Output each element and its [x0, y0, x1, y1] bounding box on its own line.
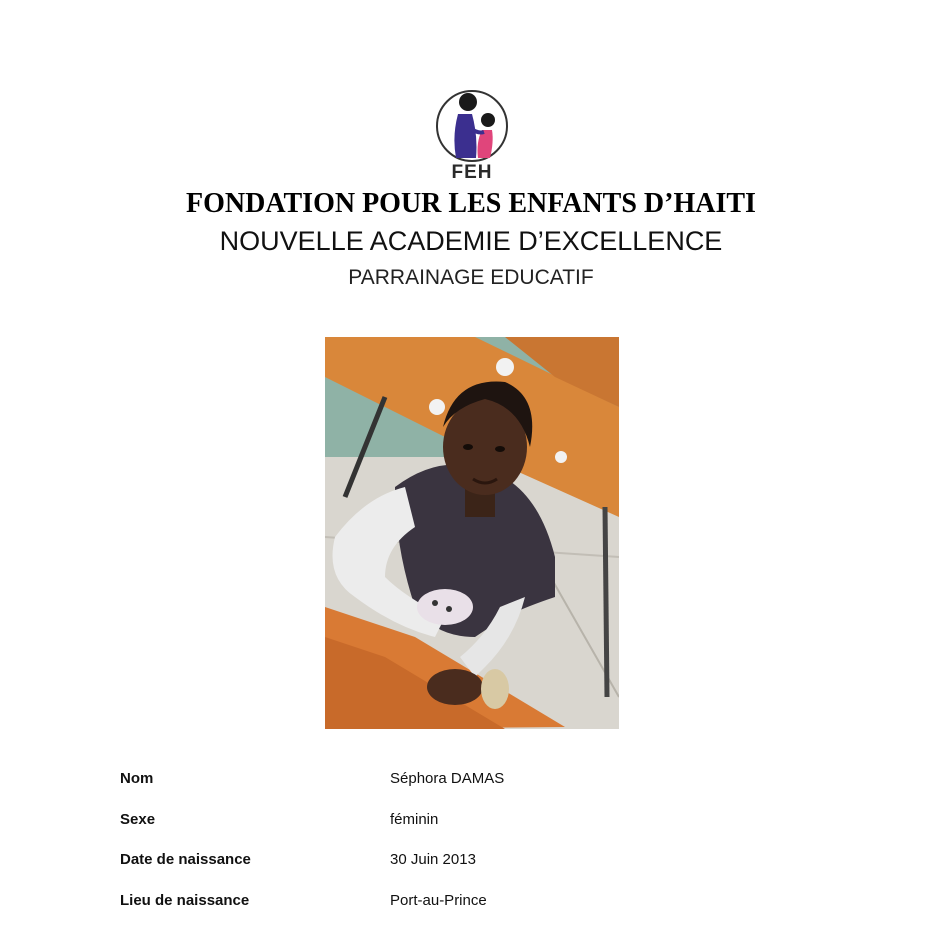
- field-label: Date de naissance: [120, 851, 251, 868]
- program-title: PARRAINAGE EDUCATIF: [348, 266, 594, 289]
- profile-row-name: [120, 770, 820, 811]
- child-portrait-photo: [325, 337, 619, 729]
- field-value: féminin: [390, 810, 439, 828]
- organization-title: FONDATION POUR LES ENFANTS D’HAITI: [186, 188, 756, 219]
- field-label: Lieu de naissance: [120, 891, 250, 909]
- field-value: Séphora DAMAS: [390, 770, 505, 787]
- field-label: Sexe: [120, 810, 156, 828]
- foundation-logo: [430, 84, 514, 188]
- school-title: NOUVELLE ACADEMIE D’EXCELLENCE: [219, 226, 723, 256]
- parent-child-logo-icon: [430, 84, 514, 164]
- logo-text: FEH: [451, 162, 493, 183]
- profile-row-sex: [120, 811, 820, 852]
- profile-details: [120, 770, 820, 932]
- field-value: 30 Juin 2013: [390, 851, 476, 868]
- profile-row-birthdate: [120, 851, 820, 892]
- profile-row-birthplace: [120, 892, 820, 933]
- field-label: Nom: [120, 770, 154, 787]
- field-value: Port-au-Prince: [390, 891, 487, 909]
- child-photo: [325, 337, 619, 729]
